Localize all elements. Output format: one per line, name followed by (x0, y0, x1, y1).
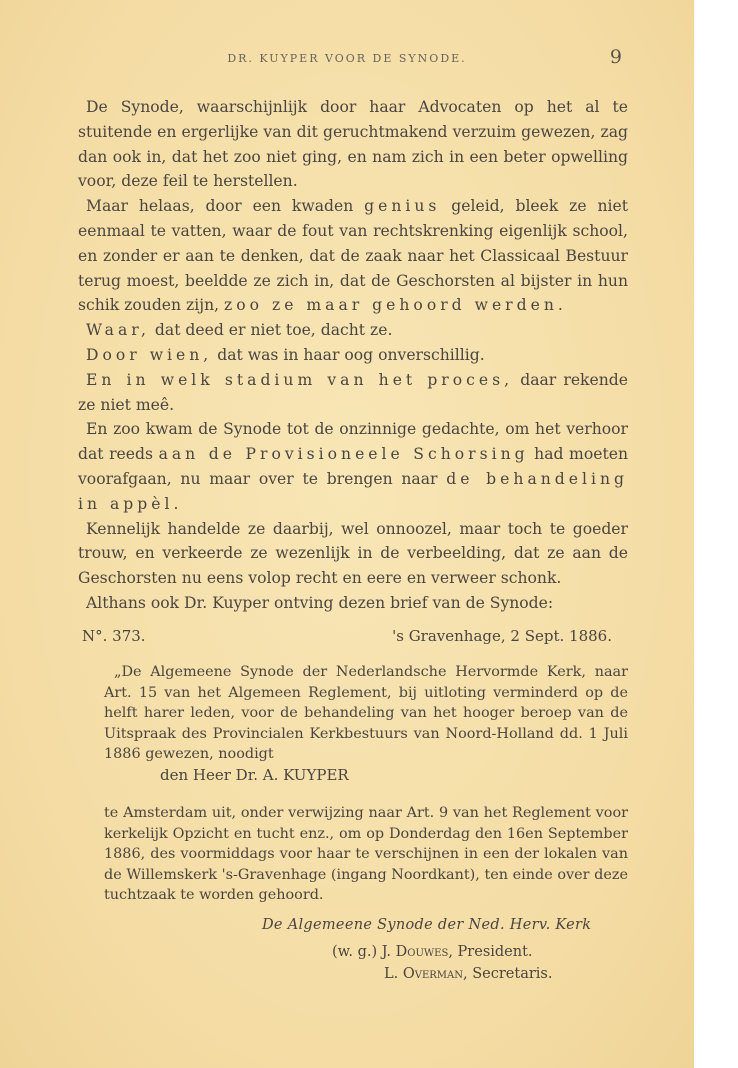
spaced-phrase-gehoord: zoo ze maar gehoord werden. (224, 296, 567, 315)
spaced-phrase-schorsing: aan de Provisioneele Schorsing (158, 445, 529, 464)
letter-paragraph-2-text: te Amsterdam uit, onder verwijzing naar Art. 9 van het Reglement voor kerkelijk Opzicht en tucht enz., om op Donderdag den 16en September 1886, des voormiddags voor haar te verschijnen in een der lokalen van de Willemskerk 's-Gravenhage (ingang Noordkant), ten einde over deze tuchtzaak te worden gehoord. (104, 805, 628, 903)
paragraph-2 (78, 194, 628, 318)
spaced-phrase-stadium: En in welk stadium van het proces, (86, 370, 514, 389)
spaced-word-waar: Waar, (86, 321, 150, 340)
signature-president-role: , President. (448, 944, 533, 960)
signature-president-prefix: (w. g.) J. (332, 944, 396, 960)
letter-addressee: den Heer Dr. A. KUYPER (160, 766, 349, 784)
signature-president (332, 944, 533, 960)
paragraph-4 (78, 343, 628, 368)
signature-organization: De Algemeene Synode der Ned. Herv. Kerk (262, 917, 592, 933)
paragraph-2-text-a: Maar helaas, door een kwaden (86, 197, 365, 216)
spaced-phrase-appel: de behandeling in appèl. (78, 469, 628, 513)
paragraph-1: De Synode, waarschijnlijk door haar Advocaten op het al te stuitende en ergerlijke van dit geruchtmakend verzuim gewezen, zag dan ook in, dat het zoo niet ging, en nam zich in een beter opwelling voor, deze feil te herstellen. (78, 98, 628, 191)
page-number: 9 (609, 46, 622, 68)
paragraph-6-text-a: En zoo kwam de Synode tot de onzinnige gedachte, om het verhoor dat reeds (78, 420, 628, 464)
letter-date: 's Gravenhage, 2 Sept. 1886. (392, 627, 612, 645)
letter-paragraph-1-text: „De Algemeene Synode der Nederlandsche Hervormde Kerk, naar Art. 15 van het Algemeen Reglement, bij uitloting verminderd op de helft harer leden, voor de behandeling van het hooger beroep van de Uitspraak des Provincialen Kerkbestuurs van Noord-Holland dd. 1 Juli 1886 gewezen, noodigt (104, 664, 628, 762)
paragraph-2-text-b: geleid, bleek ze niet eenmaal te vatten, waar de fout van rechtskrenking eigenlijk school, en zonder er aan te denken, dat de zaak naar het Classicaal Bestuur terug moest, beeldde ze zich in, dat de Geschorsten al bijster in hun schik zouden zijn, (78, 197, 629, 315)
spaced-word-door-wien: Door wien, (86, 345, 213, 364)
signature-secretary-prefix: L. (384, 966, 403, 982)
paragraph-6 (78, 417, 628, 516)
signature-secretary-name: Overman (402, 966, 464, 982)
paragraph-6-text-b: had moeten voorafgaan, nu maar over te brengen naar (78, 445, 628, 488)
letter-paragraph-1 (104, 662, 628, 765)
paragraph-5-text: daar rekende ze niet meê. (78, 370, 628, 414)
letter-paragraph-2 (104, 803, 628, 906)
signature-secretary-role: , Secretaris. (463, 966, 553, 982)
paragraph-8: Althans ook Dr. Kuyper ontving dezen brief van de Synode: (86, 593, 554, 612)
signature-president-name: Douwes (395, 944, 449, 960)
letter-number: N°. 373. (82, 627, 146, 645)
paragraph-3-text: dat deed er niet toe, dacht ze. (149, 321, 393, 340)
paragraph-3 (78, 318, 628, 343)
paragraph-7: Kennelijk handelde ze daarbij, wel onnoozel, maar toch te goeder trouw, en verkeerde ze wezenlijk in de verbeelding, dat ze aan de Geschorsten nu eens volop recht en eere en verweer schonk. (78, 519, 628, 588)
running-title: DR. KUYPER VOOR DE SYNODE. (227, 52, 467, 65)
spaced-word-genius: genius (364, 197, 441, 216)
paragraph-5 (78, 368, 628, 418)
signature-secretary (384, 966, 552, 982)
paragraph-4-text: dat was in haar oog onverschillig. (212, 345, 485, 364)
body-text (78, 95, 628, 616)
